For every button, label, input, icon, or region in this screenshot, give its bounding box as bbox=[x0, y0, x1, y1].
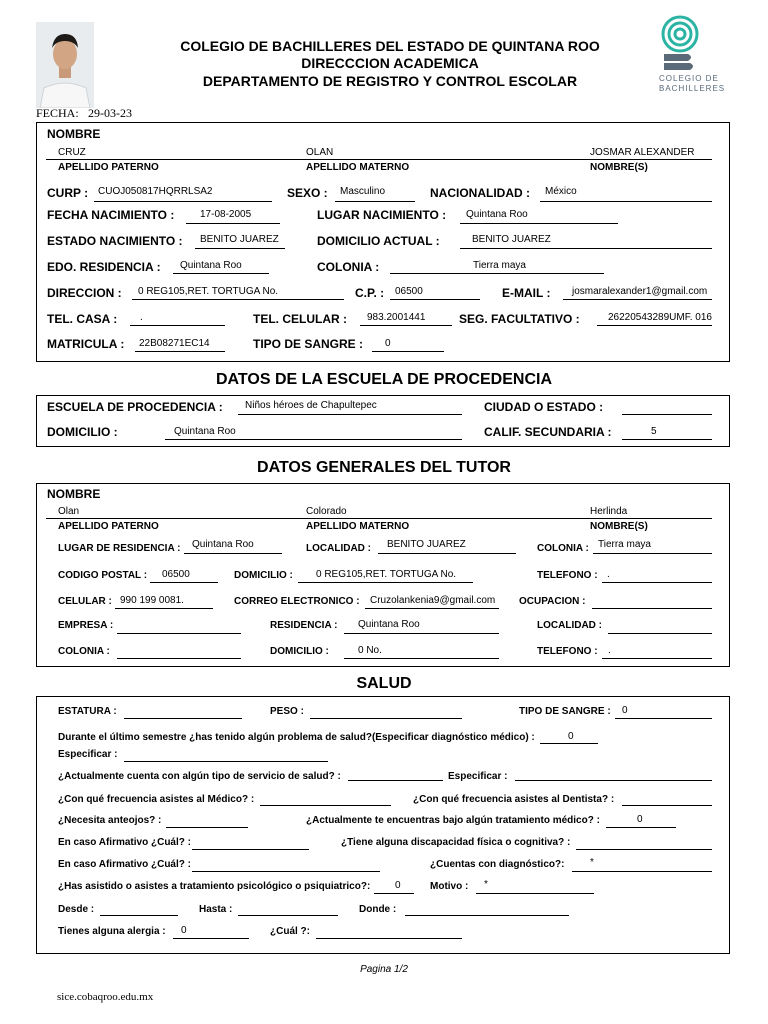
tutor-celular-value: 990 199 0081. bbox=[120, 595, 184, 606]
q9-label: En caso Afirmativo ¿Cuál? : bbox=[58, 859, 191, 870]
estatura-line bbox=[124, 718, 242, 719]
salud-tipo-sangre-value: 0 bbox=[622, 705, 628, 716]
q1-label: Durante el último semestre ¿has tenido algún problema de salud?(Especificar diagnóstico médico) : bbox=[58, 732, 535, 743]
edo-res-label: EDO. RESIDENCIA : bbox=[47, 260, 161, 274]
ciudad-line bbox=[622, 414, 712, 415]
tutor-empresa-label: EMPRESA : bbox=[58, 620, 114, 631]
tel-cel-line bbox=[360, 325, 452, 326]
especificar-line bbox=[124, 761, 328, 762]
estatura-label: ESTATURA : bbox=[58, 706, 117, 717]
tutor-domicilio-line bbox=[298, 582, 473, 583]
escuela-title: DATOS DE LA ESCUELA DE PROCEDENCIA bbox=[215, 371, 553, 388]
q3-label: ¿Con qué frecuencia asistes al Médico? : bbox=[58, 794, 255, 805]
tutor-ocupacion-label: OCUPACION : bbox=[519, 596, 586, 607]
tutor-colonia2-label: COLONIA : bbox=[58, 646, 110, 657]
curp-label: CURP : bbox=[47, 186, 89, 200]
fecha-nac-label: FECHA NACIMIENTO : bbox=[47, 208, 175, 222]
tutor-nombres: Herlinda bbox=[590, 506, 628, 517]
cual-label: ¿Cuál ?: bbox=[270, 926, 310, 937]
seg-fac-line bbox=[597, 325, 712, 326]
direccion-line bbox=[132, 299, 344, 300]
tipo-sangre-value: 0 bbox=[385, 338, 391, 349]
alergia-value: 0 bbox=[181, 925, 187, 936]
tutor-lugar-res-value: Quintana Roo bbox=[192, 539, 254, 550]
q5-line bbox=[166, 827, 248, 828]
tutor-telefono2-value: . bbox=[608, 645, 611, 656]
donde-label: Donde : bbox=[359, 904, 397, 915]
email-line bbox=[563, 299, 712, 300]
escuela-value: Niños héroes de Chapultepec bbox=[245, 400, 377, 411]
desde-line bbox=[100, 915, 178, 916]
tutor-localidad-label: LOCALIDAD : bbox=[306, 543, 371, 554]
tutor-name-underline bbox=[46, 518, 712, 519]
logo-text-2: BACHILLERES bbox=[659, 84, 726, 93]
tel-casa-line bbox=[130, 325, 225, 326]
direccion-value: 0 REG105,RET. TORTUGA No. bbox=[138, 286, 279, 297]
tutor-localidad2-line bbox=[608, 633, 712, 634]
alergia-label: Tienes alguna alergia : bbox=[58, 926, 166, 937]
cp-label: C.P. : bbox=[355, 286, 385, 300]
q11-line bbox=[374, 893, 414, 894]
edo-res-line bbox=[173, 273, 269, 274]
tutor-cp-value: 06500 bbox=[162, 569, 190, 580]
tel-cel-label: TEL. CELULAR : bbox=[253, 312, 347, 326]
tutor-telefono-line bbox=[602, 582, 712, 583]
tel-casa-value: . bbox=[140, 312, 143, 323]
q10-label: ¿Cuentas con diagnóstico?: bbox=[430, 859, 565, 870]
sexo-label: SEXO : bbox=[287, 186, 328, 200]
tutor-colonia2-line bbox=[117, 658, 241, 659]
domicilio-value: BENITO JUAREZ bbox=[472, 234, 551, 245]
salud-tipo-sangre-label: TIPO DE SANGRE : bbox=[519, 706, 611, 717]
peso-label: PESO : bbox=[270, 706, 304, 717]
colonia-value: Tierra maya bbox=[473, 260, 526, 271]
donde-line bbox=[405, 915, 569, 916]
tutor-ap-pat-label: APELLIDO PATERNO bbox=[58, 521, 159, 532]
lugar-nac-label: LUGAR NACIMIENTO : bbox=[317, 208, 447, 222]
tutor-apellido-paterno: Olan bbox=[58, 506, 80, 517]
especificar2-line bbox=[515, 780, 712, 781]
cp-value: 06500 bbox=[395, 286, 423, 297]
matricula-value: 22B08271EC14 bbox=[139, 338, 210, 349]
q7-label: En caso Afirmativo ¿Cuál? : bbox=[58, 837, 191, 848]
salud-tipo-sangre-line bbox=[615, 718, 712, 719]
tutor-apellido-materno: Colorado bbox=[306, 506, 347, 517]
header-line-2: DIRECCCION ACADEMICA bbox=[301, 55, 479, 71]
fecha-value: 29-03-23 bbox=[88, 106, 132, 120]
fecha-label: FECHA: bbox=[36, 106, 79, 120]
q6-value: 0 bbox=[637, 814, 643, 825]
nacionalidad-line bbox=[540, 201, 712, 202]
escuela-label: ESCUELA DE PROCEDENCIA : bbox=[47, 400, 223, 414]
motivo-value: * bbox=[484, 879, 488, 890]
peso-line bbox=[310, 718, 462, 719]
q5-label: ¿Necesita anteojos? : bbox=[58, 815, 162, 826]
estado-nac-line bbox=[195, 248, 285, 249]
tutor-correo-label: CORREO ELECTRONICO : bbox=[234, 596, 360, 607]
tutor-domicilio-value: 0 REG105,RET. TORTUGA No. bbox=[316, 569, 457, 580]
direccion-label: DIRECCION : bbox=[47, 286, 122, 300]
curp-line bbox=[94, 201, 272, 202]
escuela-line bbox=[238, 414, 462, 415]
q2-line bbox=[348, 780, 443, 781]
nombre-heading: NOMBRE bbox=[47, 127, 101, 141]
q1-value: 0 bbox=[568, 731, 574, 742]
tutor-ocupacion-line bbox=[592, 608, 712, 609]
cobach-logo bbox=[655, 14, 745, 98]
tel-casa-label: TEL. CASA : bbox=[47, 312, 118, 326]
q8-line bbox=[576, 849, 712, 850]
student-apellido-paterno: CRUZ bbox=[58, 147, 86, 158]
cual-line bbox=[316, 938, 462, 939]
curp-value: CUOJ050817HQRRLSA2 bbox=[98, 186, 213, 197]
estado-nac-label: ESTADO NACIMIENTO : bbox=[47, 234, 183, 248]
tutor-nombres-label: NOMBRE(S) bbox=[590, 521, 648, 532]
student-photo bbox=[36, 22, 94, 108]
tutor-domicilio2-value: 0 No. bbox=[358, 645, 382, 656]
motivo-label: Motivo : bbox=[430, 881, 469, 892]
matricula-label: MATRICULA : bbox=[47, 337, 125, 351]
q7-line bbox=[192, 849, 309, 850]
estado-nac-value: BENITO JUAREZ bbox=[200, 234, 279, 245]
tipo-sangre-line bbox=[372, 351, 444, 352]
student-apellido-materno: OLAN bbox=[306, 147, 334, 158]
sexo-line bbox=[335, 201, 415, 202]
escuela-domicilio-line bbox=[165, 439, 462, 440]
tipo-sangre-label: TIPO DE SANGRE : bbox=[253, 337, 364, 351]
colonia-label: COLONIA : bbox=[317, 260, 380, 274]
lugar-nac-value: Quintana Roo bbox=[466, 209, 528, 220]
tutor-colonia-line bbox=[593, 553, 712, 554]
matricula-line bbox=[135, 351, 225, 352]
q4-label: ¿Con qué frecuencia asistes al Dentista? : bbox=[413, 794, 615, 805]
fecha-nac-line bbox=[186, 223, 280, 224]
lugar-nac-line bbox=[460, 223, 618, 224]
q8-label: ¿Tiene alguna discapacidad física o cognitiva? : bbox=[341, 837, 571, 848]
logo-text-1: COLEGIO DE bbox=[659, 74, 719, 83]
tutor-domicilio2-label: DOMICILIO : bbox=[270, 646, 329, 657]
q10-line bbox=[572, 871, 712, 872]
tutor-lugar-res-label: LUGAR DE RESIDENCIA : bbox=[58, 543, 181, 554]
q6-label: ¿Actualmente te encuentras bajo algún tratamiento médico? : bbox=[306, 815, 600, 826]
tutor-domicilio2-line bbox=[344, 658, 499, 659]
q11-label: ¿Has asistido o asistes a tratamiento psicológico o psiquiatrico?: bbox=[58, 881, 371, 892]
tutor-residencia-label: RESIDENCIA : bbox=[270, 620, 338, 631]
header-line-3: DEPARTAMENTO DE REGISTRO Y CONTROL ESCOLAR bbox=[202, 73, 578, 89]
nacionalidad-value: México bbox=[545, 186, 577, 197]
tutor-ap-mat-label: APELLIDO MATERNO bbox=[306, 521, 410, 532]
tutor-telefono-value: . bbox=[607, 569, 610, 580]
tutor-localidad-value: BENITO JUAREZ bbox=[387, 539, 466, 550]
alergia-line bbox=[173, 938, 249, 939]
footer-site: sice.cobaqroo.edu.mx bbox=[57, 991, 154, 1003]
nacionalidad-label: NACIONALIDAD : bbox=[430, 186, 530, 200]
motivo-line bbox=[476, 893, 594, 894]
tutor-localidad2-label: LOCALIDAD : bbox=[537, 620, 602, 631]
nombres-label: NOMBRE(S) bbox=[590, 162, 648, 173]
q2-label: ¿Actualmente cuenta con algún tipo de servicio de salud? : bbox=[58, 771, 341, 782]
q9-line bbox=[192, 871, 380, 872]
page-number: Pagina 1/2 bbox=[360, 964, 408, 975]
tutor-colonia-value: Tierra maya bbox=[598, 539, 651, 550]
tutor-empresa-line bbox=[117, 633, 241, 634]
tutor-residencia-line bbox=[344, 633, 499, 634]
name-underline bbox=[46, 159, 712, 160]
q1-line bbox=[540, 743, 598, 744]
q11-value: 0 bbox=[395, 880, 401, 891]
ap-pat-label: APELLIDO PATERNO bbox=[58, 162, 159, 173]
tutor-celular-label: CELULAR : bbox=[58, 596, 112, 607]
ap-mat-label: APELLIDO MATERNO bbox=[306, 162, 410, 173]
calif-value: 5 bbox=[651, 426, 657, 437]
header-line-1: COLEGIO DE BACHILLERES DEL ESTADO DE QUINTANA ROO bbox=[180, 38, 600, 54]
ciudad-label: CIUDAD O ESTADO : bbox=[484, 400, 604, 414]
email-label: E-MAIL : bbox=[502, 286, 551, 300]
calif-line bbox=[622, 439, 712, 440]
colonia-line bbox=[390, 273, 604, 274]
domicilio-line bbox=[460, 248, 712, 249]
hasta-label: Hasta : bbox=[199, 904, 233, 915]
email-value: josmaralexander1@gmail.com bbox=[572, 286, 708, 297]
tutor-title: DATOS GENERALES DEL TUTOR bbox=[257, 459, 511, 476]
tutor-telefono2-label: TELEFONO : bbox=[537, 646, 598, 657]
tutor-domicilio-label: DOMICILIO : bbox=[234, 570, 293, 581]
desde-label: Desde : bbox=[58, 904, 95, 915]
tutor-colonia-label: COLONIA : bbox=[537, 543, 589, 554]
tutor-lugar-res-line bbox=[184, 553, 282, 554]
escuela-domicilio-label: DOMICILIO : bbox=[47, 425, 118, 439]
seg-fac-label: SEG. FACULTATIVO : bbox=[459, 312, 580, 326]
domicilio-label: DOMICILIO ACTUAL : bbox=[317, 234, 440, 248]
q4-line bbox=[622, 805, 712, 806]
fecha-nac-value: 17-08-2005 bbox=[200, 209, 252, 220]
seg-fac-value: 26220543289UMF. 016 bbox=[608, 312, 712, 323]
tutor-residencia-value: Quintana Roo bbox=[358, 619, 420, 630]
tutor-correo-line bbox=[365, 608, 499, 609]
especificar2-label: Especificar : bbox=[448, 771, 508, 782]
sexo-value: Masculino bbox=[340, 186, 386, 197]
tel-cel-value: 983.2001441 bbox=[367, 312, 426, 323]
logo-spiral-icon bbox=[658, 14, 702, 72]
tutor-localidad-line bbox=[378, 553, 516, 554]
calif-label: CALIF. SECUNDARIA : bbox=[484, 425, 612, 439]
tutor-cp-line bbox=[150, 582, 218, 583]
cp-line bbox=[390, 299, 480, 300]
q10-value: * bbox=[590, 857, 594, 868]
tutor-nombre-heading: NOMBRE bbox=[47, 487, 101, 501]
q6-line bbox=[606, 827, 676, 828]
tutor-telefono-label: TELEFONO : bbox=[537, 570, 598, 581]
hasta-line bbox=[238, 915, 338, 916]
edo-res-value: Quintana Roo bbox=[180, 260, 242, 271]
escuela-domicilio-value: Quintana Roo bbox=[174, 426, 236, 437]
tutor-telefono2-line bbox=[602, 658, 712, 659]
student-nombres: JOSMAR ALEXANDER bbox=[590, 147, 695, 158]
tutor-correo-value: Cruzolankenia9@gmail.com bbox=[370, 595, 496, 606]
q3-line bbox=[260, 805, 391, 806]
tutor-cp-label: CODIGO POSTAL : bbox=[58, 570, 148, 581]
tutor-celular-line bbox=[115, 608, 213, 609]
especificar-label: Especificar : bbox=[58, 749, 118, 760]
salud-title: SALUD bbox=[356, 675, 412, 692]
